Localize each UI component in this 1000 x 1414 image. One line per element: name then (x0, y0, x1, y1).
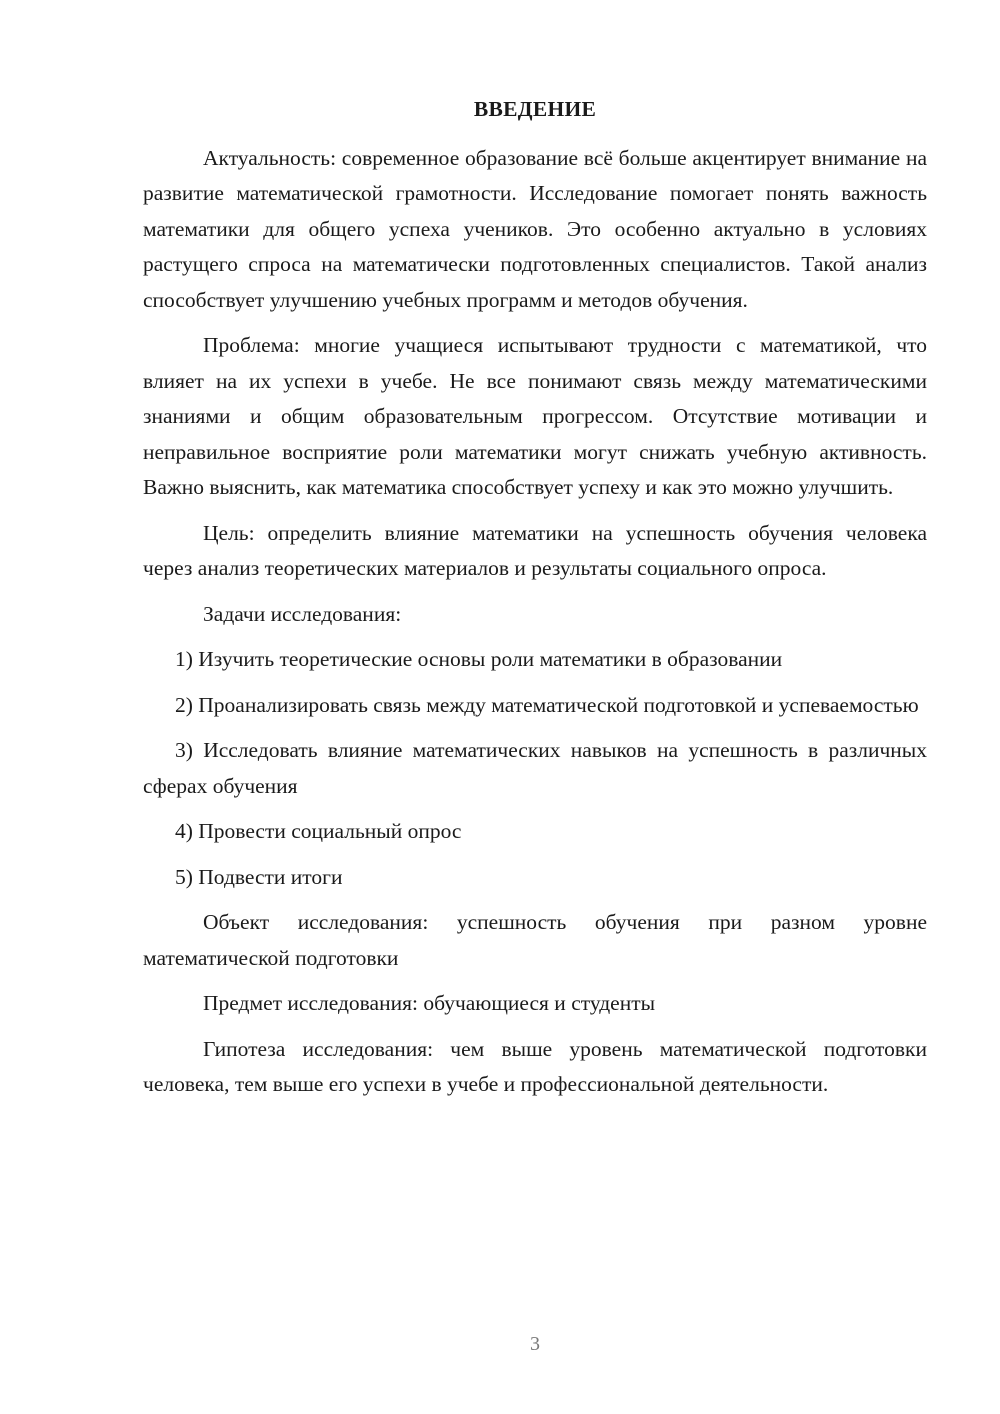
object-paragraph: Объект исследования: успешность обучения при разном уровне математической подготовки (143, 910, 927, 970)
hypothesis-paragraph: Гипотеза исследования: чем выше уровень математической подготовки человека, тем выше его успехи в учебе и профессиональной деятельности. (143, 1036, 927, 1096)
list-item: 1) Изучить теоретические основы роли математики в образовании (175, 647, 783, 671)
document-page (143, 92, 927, 1113)
subject-paragraph: Предмет исследования: обучающиеся и студенты (203, 991, 656, 1015)
section-title: ВВЕДЕНИЕ (473, 97, 597, 121)
tasks-list (143, 642, 927, 895)
tasks-heading: Задачи исследования: (203, 601, 402, 626)
page-number: 3 (530, 1333, 540, 1355)
list-item: 3) Исследовать влияние математических навыков на успешность в различных сферах обучения (143, 738, 927, 798)
problem-paragraph: Проблема: многие учащиеся испытывают трудности с математикой, что влияет на их успехи в учебе. Не все понимают связь между математическими знаниями и общим образовательным прогрессом. Отсутствие мотивации и неправильное восприятие роли математики могут снижать учебную активность. Важно выяснить, как математика способствует успеху и как это можно улучшить. (143, 333, 927, 499)
list-item: 2) Проанализировать связь между математической подготовкой и успеваемостью (175, 692, 919, 717)
goal-paragraph: Цель: определить влияние математики на успешность обучения человека через анализ теоретических материалов и результаты социального опроса. (143, 520, 927, 580)
relevance-paragraph: Актуальность: современное образование всё больше акцентирует внимание на развитие математической грамотности. Исследование помогает понять важность математики для общего успеха учеников. Это особенно актуально в условиях растущего спроса на математически подготовленных специалистов. Такой анализ способствует улучшению учебных программ и методов обучения. (143, 145, 927, 312)
list-item: 5) Подвести итоги (175, 864, 343, 889)
list-item: 4) Провести социальный опрос (175, 819, 462, 843)
